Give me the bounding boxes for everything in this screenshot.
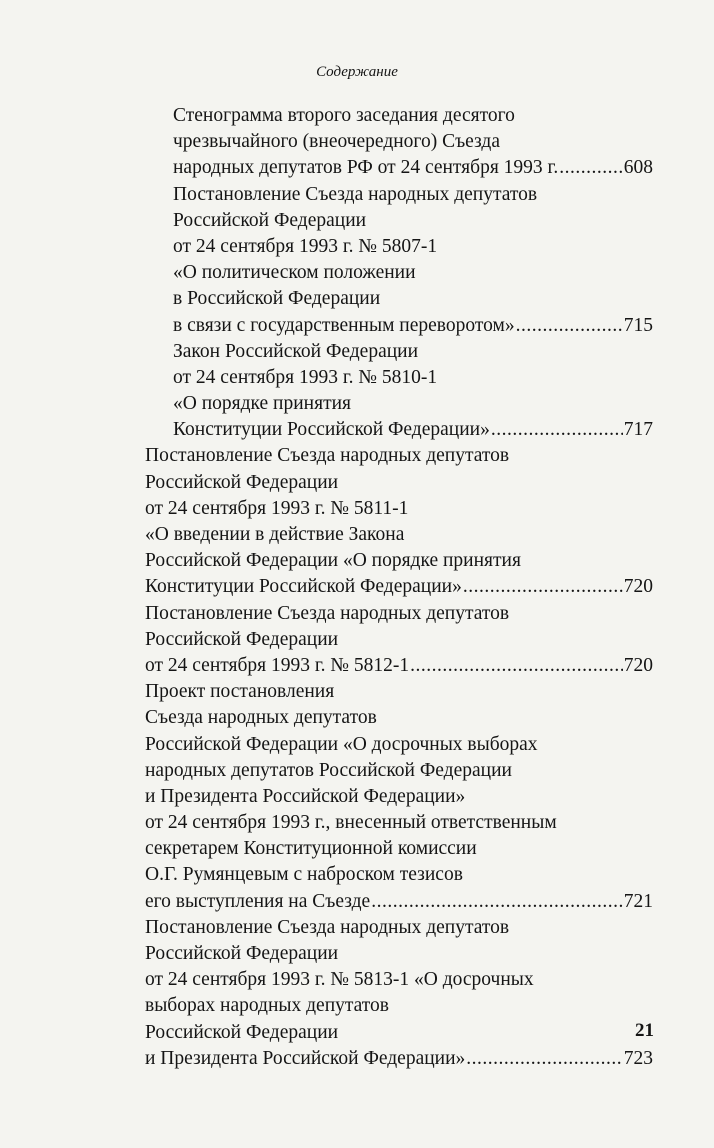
toc-entry-line: его выступления на Съезде (145, 890, 371, 912)
toc-entry[interactable] (145, 443, 653, 600)
toc-entry-line: Конституции Российской Федерации» (173, 419, 490, 441)
toc-entry-line: народных депутатов Российской Федерации (145, 759, 512, 781)
dot-leader (463, 574, 623, 600)
toc-entry-line: Российской Федерации «О порядке принятия (145, 550, 521, 572)
toc-entry-line: Постановление Съезда народных депутатов (173, 183, 538, 205)
toc-entry[interactable] (173, 103, 653, 182)
table-of-contents (0, 103, 714, 1072)
toc-entry-line: Постановление Съезда народных депутатов (145, 445, 510, 467)
toc-entry-line: Российской Федерации (145, 1021, 339, 1043)
toc-entry-line: Российской Федерации «О досрочных выборах (145, 733, 538, 755)
toc-entry-line: и Президента Российской Федерации» (145, 1047, 466, 1069)
toc-entry-line: выборах народных депутатов (145, 995, 390, 1017)
toc-entry-line: Российской Федерации (173, 209, 367, 231)
toc-entry-line: Российской Федерации (145, 628, 339, 650)
toc-entry-last-line (145, 653, 653, 679)
toc-entry[interactable] (173, 182, 653, 339)
toc-entry[interactable] (173, 339, 653, 444)
toc-entry[interactable] (145, 915, 653, 1072)
toc-entry-line: и Президента Российской Федерации» (145, 785, 466, 807)
toc-entry-line: «О порядке принятия (173, 393, 352, 415)
page-number: 723 (623, 1047, 653, 1069)
running-head: Содержание (316, 64, 398, 80)
toc-entry-line: Закон Российской Федерации (173, 340, 419, 362)
toc-entry-line: чрезвычайного (внеочередного) Съезда (173, 131, 500, 153)
toc-entry-line: Российской Федерации (145, 471, 339, 493)
dot-leader (559, 155, 623, 181)
page-number: 720 (623, 654, 653, 676)
dot-leader (491, 417, 623, 443)
toc-entry-line: Российской Федерации (145, 943, 339, 964)
toc-entry-last-line (173, 417, 653, 443)
toc-entry[interactable] (145, 679, 653, 915)
toc-entry-line: Съезда народных депутатов (145, 707, 377, 729)
toc-entry-last-line (145, 574, 653, 600)
dot-leader (371, 889, 623, 915)
toc-entry-line: Проект постановления (145, 681, 335, 703)
toc-entry-line: О.Г. Румянцевым с наброском тезисов (145, 864, 463, 886)
toc-entry-line: «О политическом положении (173, 262, 416, 284)
page-number: 715 (623, 314, 653, 336)
toc-entry-last-line (145, 889, 653, 915)
toc-entry-line: в связи с государственным переворотом» (173, 314, 515, 336)
toc-entry[interactable] (145, 601, 653, 680)
toc-entry-last-line (173, 155, 653, 181)
page-number: 720 (623, 576, 653, 598)
toc-entry-line: Стенограмма второго заседания десятого (173, 105, 515, 126)
page-number: 717 (623, 419, 653, 441)
toc-entry-line: от 24 сентября 1993 г. № 5811-1 (145, 497, 409, 519)
toc-entry-last-line (145, 1046, 653, 1072)
toc-entry-line: секретарем Конституционной комиссии (145, 838, 477, 860)
toc-entry-line: от 24 сентября 1993 г. № 5807-1 (173, 235, 438, 257)
toc-entry-line: от 24 сентября 1993 г., внесенный ответственным (145, 812, 557, 834)
toc-entry-line: Конституции Российской Федерации» (145, 576, 462, 598)
toc-entry-line: народных депутатов РФ от 24 сентября 1993 г. (173, 157, 559, 179)
toc-entry-line: Постановление Съезда народных депутатов (145, 602, 510, 624)
toc-entry-line: «О введении в действие Закона (145, 524, 405, 545)
dot-leader (410, 653, 623, 679)
page-number: 608 (623, 157, 653, 179)
dot-leader (466, 1046, 622, 1072)
toc-entry-last-line (173, 313, 653, 339)
toc-entry-line: от 24 сентября 1993 г. № 5813-1 «О досрочных (145, 969, 534, 991)
toc-entry-line: Постановление Съезда народных депутатов (145, 916, 510, 938)
page-number: 721 (623, 890, 653, 912)
toc-entry-line: от 24 сентября 1993 г. № 5812-1 (145, 654, 410, 676)
toc-entry-line: от 24 сентября 1993 г. № 5810-1 (173, 366, 438, 388)
folio-page-number: 21 (635, 1020, 654, 1041)
toc-entry-line: в Российской Федерации (173, 288, 381, 310)
dot-leader (516, 313, 623, 339)
